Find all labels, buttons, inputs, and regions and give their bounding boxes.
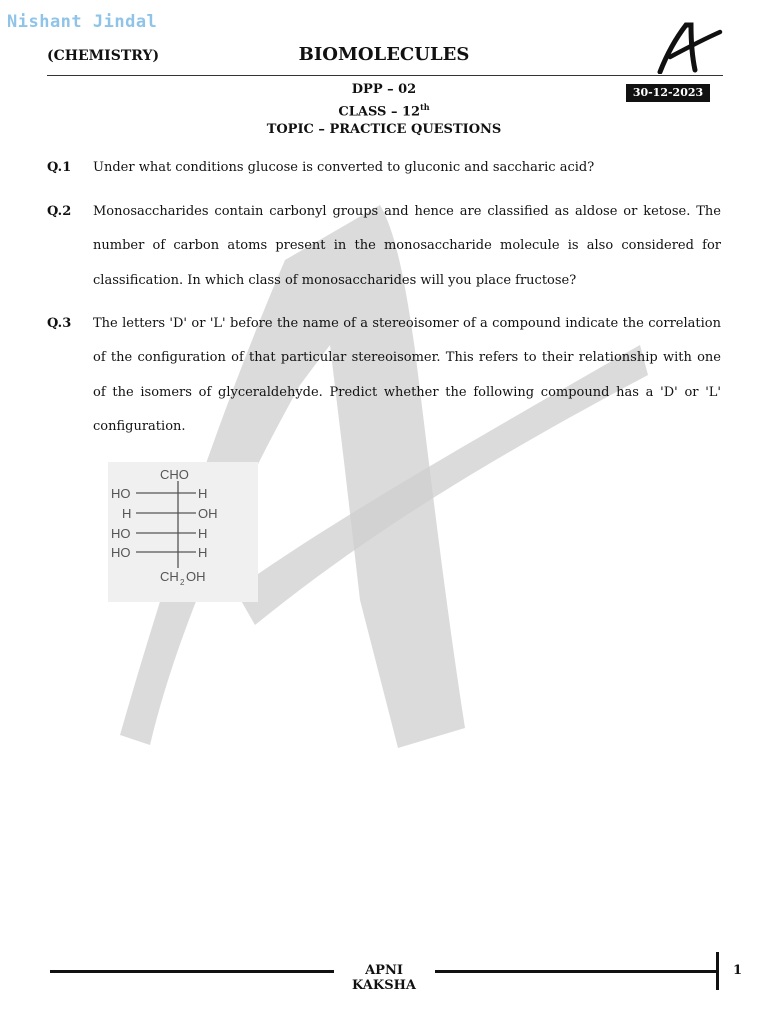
- row-4-right: H: [198, 545, 208, 560]
- question-2-text: Monosaccharides contain carbonyl groups and hence are classified as aldose or ketose. The number of carbon atoms present in the monosaccharide molecule is also considered for classification. In which class of monosaccharides will you place fructose?: [93, 204, 721, 288]
- row-3-left: HO: [111, 526, 131, 541]
- question-2-number: Q.2: [47, 204, 72, 219]
- row-1-right: H: [198, 486, 208, 501]
- topic-label: TOPIC – PRACTICE QUESTIONS: [266, 122, 502, 137]
- watermark-name: Nishant Jindal: [7, 12, 158, 32]
- bottom-group-tail: OH: [186, 569, 206, 584]
- top-group: CHO: [160, 467, 189, 482]
- document-title: BIOMOLECULES: [298, 44, 470, 65]
- question-3-text: The letters 'D' or 'L' before the name of a stereoisomer of a compound indicate the correlation of the configuration of that particular stereoisomer. This refers to their relationship with one of the isomers of glyceraldehyde. Predict whether the following compound has a 'D' or 'L' configuration.: [93, 316, 721, 434]
- header-rule: [47, 75, 723, 76]
- row-2-left: H: [122, 506, 132, 521]
- brand-logo: [650, 22, 725, 74]
- row-2-right: OH: [198, 506, 218, 521]
- subject-label: (CHEMISTRY): [47, 48, 160, 64]
- bottom-group-main: CH: [160, 569, 179, 584]
- row-3-right: H: [198, 526, 208, 541]
- row-1-left: HO: [111, 486, 131, 501]
- question-3-number: Q.3: [47, 316, 72, 331]
- question-1-text: Under what conditions glucose is converted to gluconic and saccharic acid?: [93, 160, 595, 175]
- page-number: 1: [733, 963, 743, 978]
- class-label-text: CLASS – 12: [338, 104, 421, 120]
- footer-tick: [716, 952, 719, 990]
- class-label-sup: th: [420, 102, 430, 112]
- class-label: [0, 102, 768, 119]
- footer-rule-left: [50, 970, 334, 973]
- row-4-left: HO: [111, 545, 131, 560]
- dpp-label: DPP – 02: [351, 82, 417, 97]
- fischer-projection: [108, 462, 258, 602]
- question-1-number: Q.1: [47, 160, 72, 175]
- footer-rule-right: [435, 970, 717, 973]
- date-badge: 30-12-2023: [626, 84, 710, 102]
- footer-brand: APNI KAKSHA: [352, 963, 416, 993]
- bottom-group-subscript: 2: [180, 578, 185, 587]
